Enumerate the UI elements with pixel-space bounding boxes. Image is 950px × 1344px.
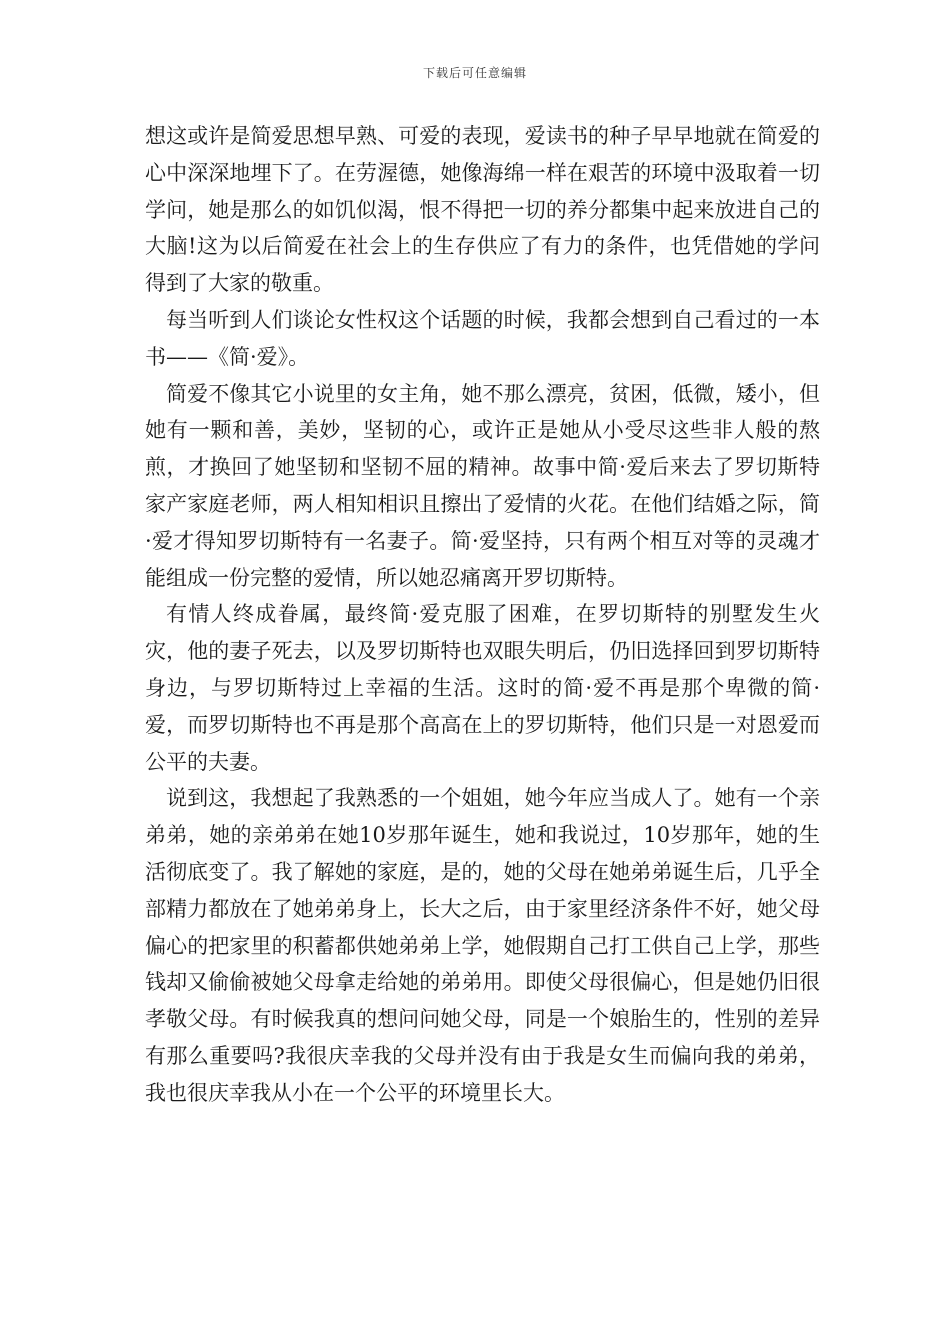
paragraph-3: 简爱不像其它小说里的女主角，她不那么漂亮，贫困，低微，矮小，但她有一颗和善，美妙，坚韧的心，或许正是她从小受尽这些非人般的熬煎，才换回了她坚韧和坚韧不屈的精神。故事中简·爱后来去了罗切斯特家产家庭老师，两人相知相识且擦出了爱情的火花。在他们结婚之际，简·爱才得知罗切斯特有一名妻子。简·爱坚持，只有两个相互对等的灵魂才能组成一份完整的爱情，所以她忍痛离开罗切斯特。 bbox=[145, 381, 820, 590]
paragraph-2: 每当听到人们谈论女性权这个话题的时候，我都会想到自己看过的一本书——《简·爱》。 bbox=[145, 307, 820, 369]
paragraph-5: 说到这，我想起了我熟悉的一个姐姐，她今年应当成人了。她有一个亲弟弟，她的亲弟弟在她10岁那年诞生，她和我说过，10岁那年，她的生活彻底变了。我了解她的家庭，是的，她的父母在她弟弟诞生后，几乎全部精力都放在了她弟弟身上，长大之后，由于家里经济条件不好，她父母偏心的把家里的积蓄都供她弟弟上学，她假期自己打工供自己上学，那些钱却又偷偷被她父母拿走给她的弟弟用。即使父母很偏心，但是她仍旧很孝敬父母。有时候我真的想问问她父母，同是一个娘胎生的，性别的差异有那么重要吗?我很庆幸我的父母并没有由于我是女生而偏向我的弟弟，我也很庆幸我从小在一个公平的环境里长大。 bbox=[145, 786, 820, 1105]
paragraph-1: 想这或许是简爱思想早熟、可爱的表现，爱读书的种子早早地就在简爱的心中深深地埋下了。在劳渥德，她像海绵一样在艰苦的环境中汲取着一切学问，她是那么的如饥似渴，恨不得把一切的养分都集中起来放进自己的大脑!这为以后简爱在社会上的生存供应了有力的条件，也凭借她的学问得到了大家的敬重。 bbox=[145, 124, 820, 296]
body-text bbox=[145, 118, 820, 1112]
page-header: 下载后可任意编辑 bbox=[422, 66, 527, 80]
paragraph-4: 有情人终成眷属，最终简·爱克服了困难，在罗切斯特的别墅发生火灾，他的妻子死去，以及罗切斯特也双眼失明后，仍旧选择回到罗切斯特身边，与罗切斯特过上幸福的生活。这时的简·爱不再是那个卑微的简·爱，而罗切斯特也不再是那个高高在上的罗切斯特，他们只是一对恩爱而公平的夫妻。 bbox=[145, 602, 820, 774]
